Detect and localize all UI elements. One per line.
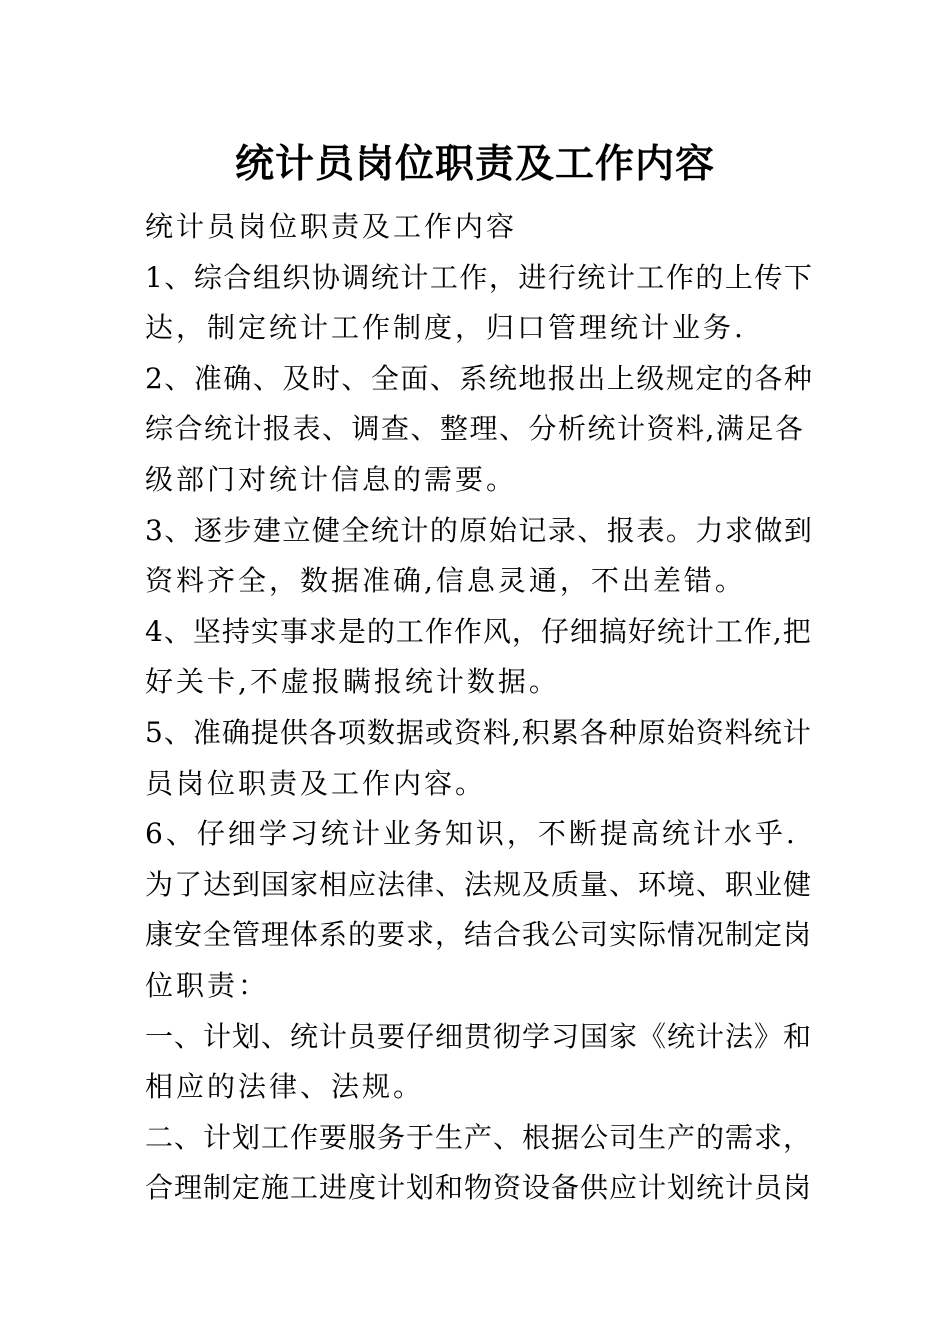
body-line: 级部门对统计信息的需要。: [145, 462, 518, 496]
document-body: [145, 202, 815, 1214]
body-line: 1、综合组织协调统计工作，进行统计工作的上传下: [145, 260, 814, 294]
body-line: 合理制定施工进度计划和物资设备供应计划统计员岗: [145, 1171, 813, 1205]
body-line: 相应的法律、法规。: [145, 1070, 425, 1104]
body-line: 3、逐步建立健全统计的原始记录、报表。力求做到: [145, 513, 814, 547]
document-title: 统计员岗位职责及工作内容: [234, 141, 715, 187]
body-line: 6、仔细学习统计业务知识，不断提高统计水乎.: [145, 817, 798, 851]
body-line: 好关卡,不虚报瞒报统计数据。: [145, 665, 560, 699]
body-line: 2、准确、及时、全面、系统地报出上级规定的各种: [145, 361, 814, 395]
body-line: 员岗位职责及工作内容。: [145, 766, 487, 800]
body-line: 4、坚持实事求是的工作作风，仔细搞好统计工作,把: [145, 614, 812, 648]
body-line: 二、计划工作要服务于生产、根据公司生产的需求，: [145, 1120, 813, 1154]
body-line: 为了达到国家相应法律、法规及质量、环境、职业健: [145, 867, 813, 901]
body-line: 综合统计报表、调查、整理、分析统计资料,满足各: [145, 412, 805, 446]
body-line: 位职责：: [145, 968, 270, 1002]
body-line: 康安全管理体系的要求，结合我公司实际情况制定岗: [145, 918, 813, 952]
body-line: 一、计划、统计员要仔细贯彻学习国家《统计法》和: [145, 1019, 813, 1053]
body-line: 达，制定统计工作制度，归口管理统计业务.: [145, 311, 746, 345]
body-line: 统计员岗位职责及工作内容: [145, 210, 518, 243]
body-line: 5、准确提供各项数据或资料,积累各种原始资料统计: [145, 715, 812, 749]
body-line: 资料齐全，数据准确,信息灵通，不出差错。: [145, 564, 746, 598]
